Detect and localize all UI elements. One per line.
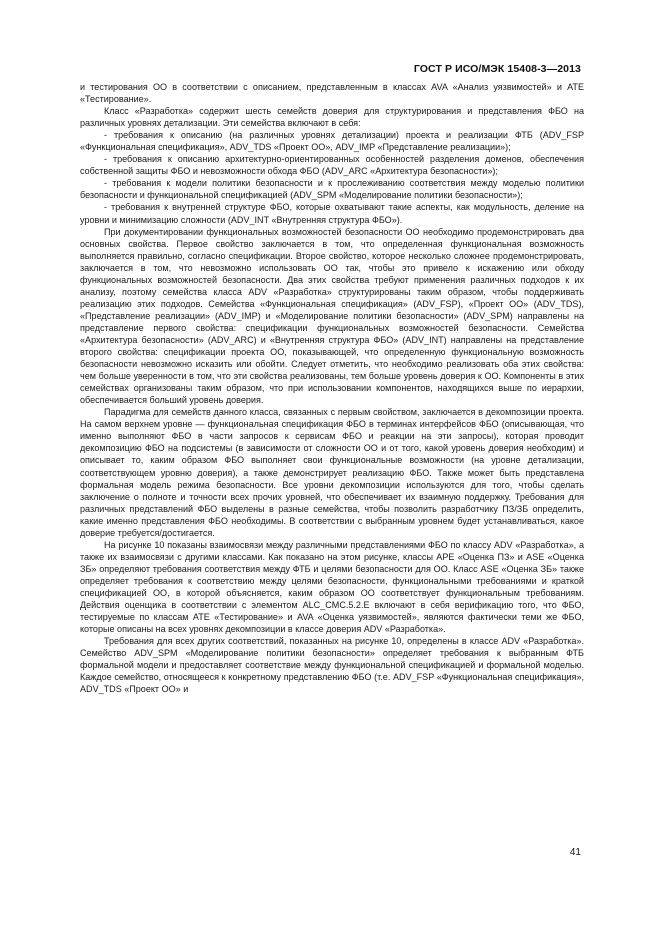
list-item-arc: - требования к описанию архитектурно-ориентированных особенностей разделения доменов, обеспечения собственной защиты ФБО и невозможности обхода ФБО (ADV_ARC «Архитектура безопасности»); <box>80 154 584 177</box>
paragraph-other-correspondences: Требования для всех других соответствий, показанных на рисунке 10, определены в классе ADV «Разработка». Семейство ADV_SPM «Моделирование политики безопасности» определяет требования к выбранным ФТБ формальной модели и предоставляет соответствие между функциональной спецификацией и формальной моделью. Каждое семейство, относящееся к конкретному представлению ФБО (т.е. ADV_FSP «Функциональная спецификация», ADV_TDS «Проект ОО» и <box>80 636 584 695</box>
paragraph-paradigm: Парадигма для семейств данного класса, связанных с первым свойством, заключается в декомпозиции проекта. На самом верхнем уровне — функциональная спецификация ФБО в терминах интерфейсов ФБО (описывающая, что именно выполняют ФБО в части запросов к сервисам ФБО и реакции на эти запросы), которая проводит декомпозицию ФБО на подсистемы (в зависимости от сложности ОО и от того, какой уровень доверия необходим) и описывает то, каким образом ФБО выполняет свои функциональные возможности (на уровне детализации, соответствующем уровню доверия), а также демонстрирует реализацию ФБО. Также может быть представлена формальная модель режима безопасности. Все уровни декомпозиции используются для того, чтобы сделать заключение о полноте и точности всех прочих уровней, что обеспечивает их взаимную поддержку. Требования для различных представлений ФБО выделены в разные семейства, чтобы позволить разработчику ПЗ/ЗБ определить, какие именно представления ФБО необходимы. В соответствии с выбранным уровнем будет устанавливаться, какое доверие требуется/достигается. <box>80 407 584 538</box>
paragraph-development-class: Класс «Разработка» содержит шесть семейств доверия для структурирования и представления ФБО на различных уровнях детализации. Эти семейства включают в себя: <box>80 106 584 129</box>
list-item-fsp-tds-imp: - требования к описанию (на различных уровнях детализации) проекта и реализации ФТБ (ADV_FSP «Функциональная спецификация», ADV_TDS «Проект ОО», ADV_IMP «Представление реализации»); <box>80 130 584 153</box>
body-text <box>80 81 584 695</box>
page-number: 41 <box>569 847 581 858</box>
paragraph-two-properties: При документировании функциональных возможностей безопасности ОО необходимо продемонстрировать два основных свойства. Первое свойство заключается в том, что определенная функциональная возможность выполняется правильно, согласно спецификации. Второе свойство, которое несколько сложнее продемонстрировать, заключается в том, что невозможно использовать ОО так, чтобы это привело к искажению или обходу функциональных возможностей безопасности. Два этих свойства требуют применения различных подходов к их анализу, поэтому семейства класса ADV «Разработка» структурированы таким образом, чтобы поддерживать реализацию этих подходов. Семейства «Функциональная спецификация» (ADV_FSP), «Проект ОО» (ADV_TDS), «Представление реализации» (ADV_IMP) и «Моделирование политики безопасности» (ADV_SPM) направлены на представление первого свойства: спецификации функциональных возможностей безопасности. Семейства «Архитектура безопасности» (ADV_ARC) и «Внутренняя структура ФБО» (ADV_INT) направлены на представление второго свойства: спецификации проекта ОО, показывающей, что определенную функциональную возможность безопасности невозможно исказить или обойти. Следует отметить, что необходимо реализовать оба этих свойства: чем больше уверенности в том, что эти свойства реализованы, тем больше уровень доверия к ОО. Компоненты в этих семействах организованы таким образом, что при использовании компонентов, находящихся выше по иерархии, обеспечивается больший уровень доверия. <box>80 226 584 406</box>
list-item-spm: - требования к модели политики безопасности и к прослеживанию соответствия между моделью политики безопасности и функциональной спецификацией (ADV_SPM «Моделирование политики безопасности»); <box>80 178 584 201</box>
list-item-int: - требования к внутренней структуре ФБО, которые охватывают такие аспекты, как модульность, деление на уровни и минимизацию сложности (ADV_INT «Внутренняя структура ФБО»). <box>80 202 584 225</box>
page-header-standard: ГОСТ Р ИСО/МЭК 15408-3—2013 <box>413 63 581 75</box>
paragraph-continuation: и тестирования ОО в соответствии с описанием, представленным в классах AVA «Анализ уязвимостей» и ATE «Тестирование». <box>80 82 584 105</box>
paragraph-figure-10: На рисунке 10 показаны взаимосвязи между различными представлениями ФБО по классу ADV «Разработка», а также их взаимосвязи с другими классами. Как показано на этом рисунке, классы APE «Оценка ПЗ» и ASE «Оценка ЗБ» определяют требования соответствия между ФТБ и целями безопасности для ОО. Класс ASE «Оценка ЗБ» также определяет требования к соответствию между целями безопасности, функциональными требованиями и краткой спецификацией ОО, в которой объясняется, каким образом ОО соответствует функциональным требованиям. Действия оценщика в соответствии с элементом ALC_CMC.5.2.E включают в себя верификацию того, что ФБО, тестируемые по классам ATE «Тестирование» и AVA «Оценка уязвимостей», являются фактически теми же ФБО, которые описаны на всех уровнях декомпозиции в классе доверия ADV «Разработка». <box>80 539 584 635</box>
